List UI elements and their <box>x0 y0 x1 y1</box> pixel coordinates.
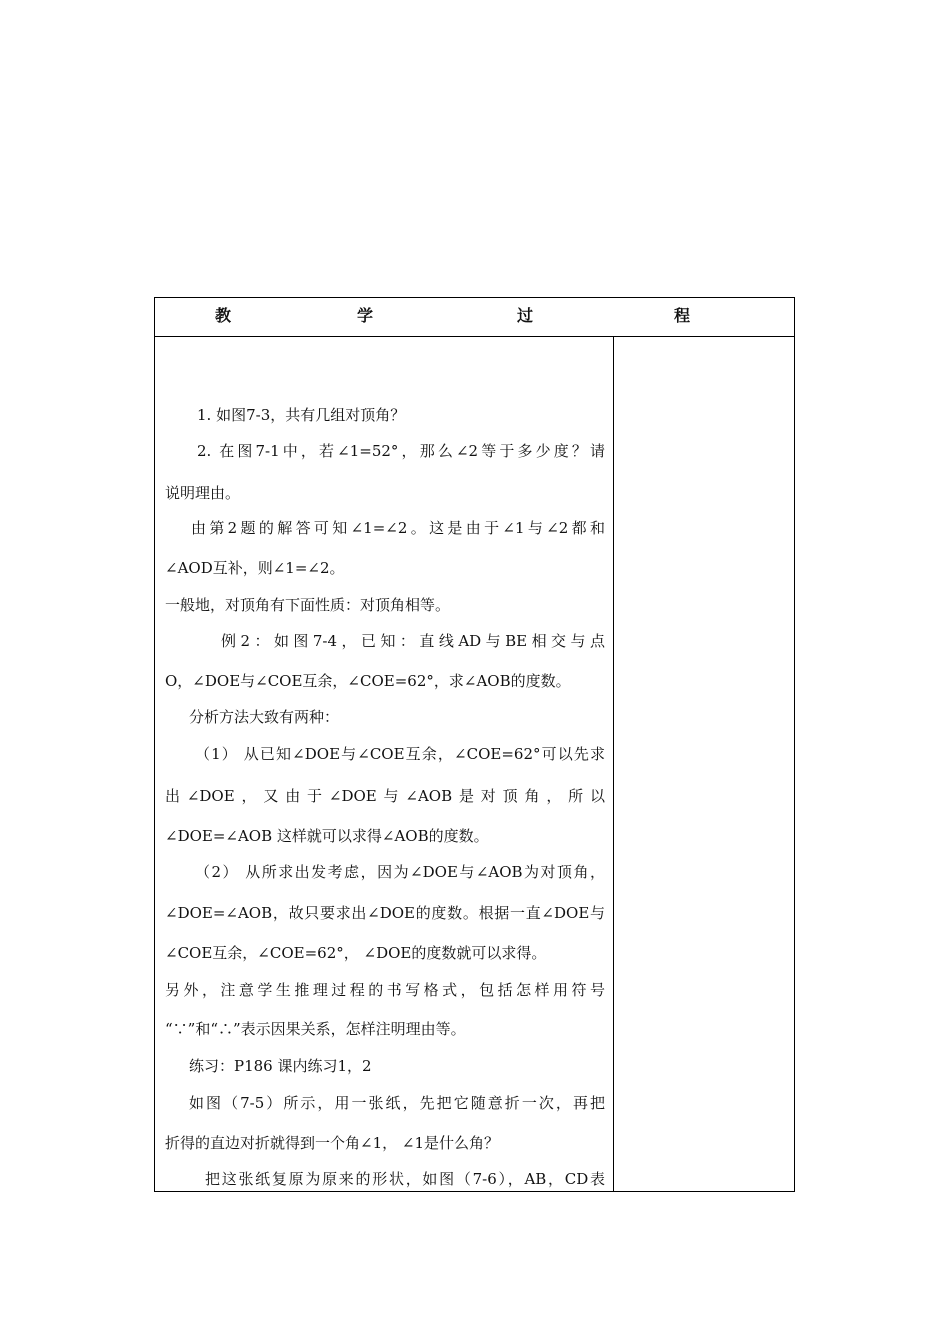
text-line: 由第2题的解答可知∠1=∠2。这是由于∠1与∠2都和 <box>191 519 605 537</box>
header-char-3: 过 <box>517 306 534 325</box>
text-line: ∠DOE=∠AOB，故只要求出∠DOE的度数。根据一直∠DOE与 <box>165 904 605 922</box>
teaching-content-cell <box>155 337 613 1191</box>
header-char-1: 教 <box>215 306 232 325</box>
text-line: 把这张纸复原为原来的形状，如图（7-6），AB，CD表 <box>205 1170 605 1188</box>
text-line: ∠COE互余，∠COE=62°， ∠DOE的度数就可以求得。 <box>165 944 547 962</box>
teaching-process-table <box>154 297 795 1192</box>
table-header-row <box>155 298 794 337</box>
text-line: （1） 从已知∠DOE与∠COE互余，∠COE=62°可以先求 <box>195 745 605 763</box>
text-line: 分析方法大致有两种： <box>189 708 340 726</box>
header-char-2: 学 <box>357 306 374 325</box>
text-line: 练习：P186 课内练习1，2 <box>189 1057 372 1075</box>
text-line: O，∠DOE与∠COE互余，∠COE=62°，求∠AOB的度数。 <box>165 672 571 690</box>
text-line: 1. 如图7-3，共有几组对顶角？ <box>197 406 406 424</box>
text-line: 说明理由。 <box>165 484 241 502</box>
text-line: （2） 从所求出发考虑，因为∠DOE与∠AOB为对顶角， <box>195 863 605 881</box>
text-line: 另外，注意学生推理过程的书写格式，包括怎样用符号 <box>165 981 605 999</box>
text-line: “∵”和“∴”表示因果关系，怎样注明理由等。 <box>165 1020 466 1038</box>
text-line: 如图（7-5）所示，用一张纸，先把它随意折一次，再把 <box>189 1094 605 1112</box>
text-line: 例2：如图7-4，已知：直线AD与BE相交与点 <box>221 632 605 650</box>
text-line: 2. 在图7-1中，若∠1=52°，那么∠2等于多少度？请 <box>197 442 605 460</box>
notes-cell <box>614 337 794 1191</box>
text-line: ∠AOD互补，则∠1=∠2。 <box>165 559 345 577</box>
text-line: 一般地，对顶角有下面性质：对顶角相等。 <box>165 596 451 614</box>
text-line: ∠DOE=∠AOB 这样就可以求得∠AOB的度数。 <box>165 827 489 845</box>
text-line: 折得的直边对折就得到一个角∠1， ∠1是什么角？ <box>165 1134 499 1152</box>
header-char-4: 程 <box>674 306 691 325</box>
text-line: 出∠DOE，又由于∠DOE与∠AOB是对顶角，所以 <box>165 787 605 805</box>
